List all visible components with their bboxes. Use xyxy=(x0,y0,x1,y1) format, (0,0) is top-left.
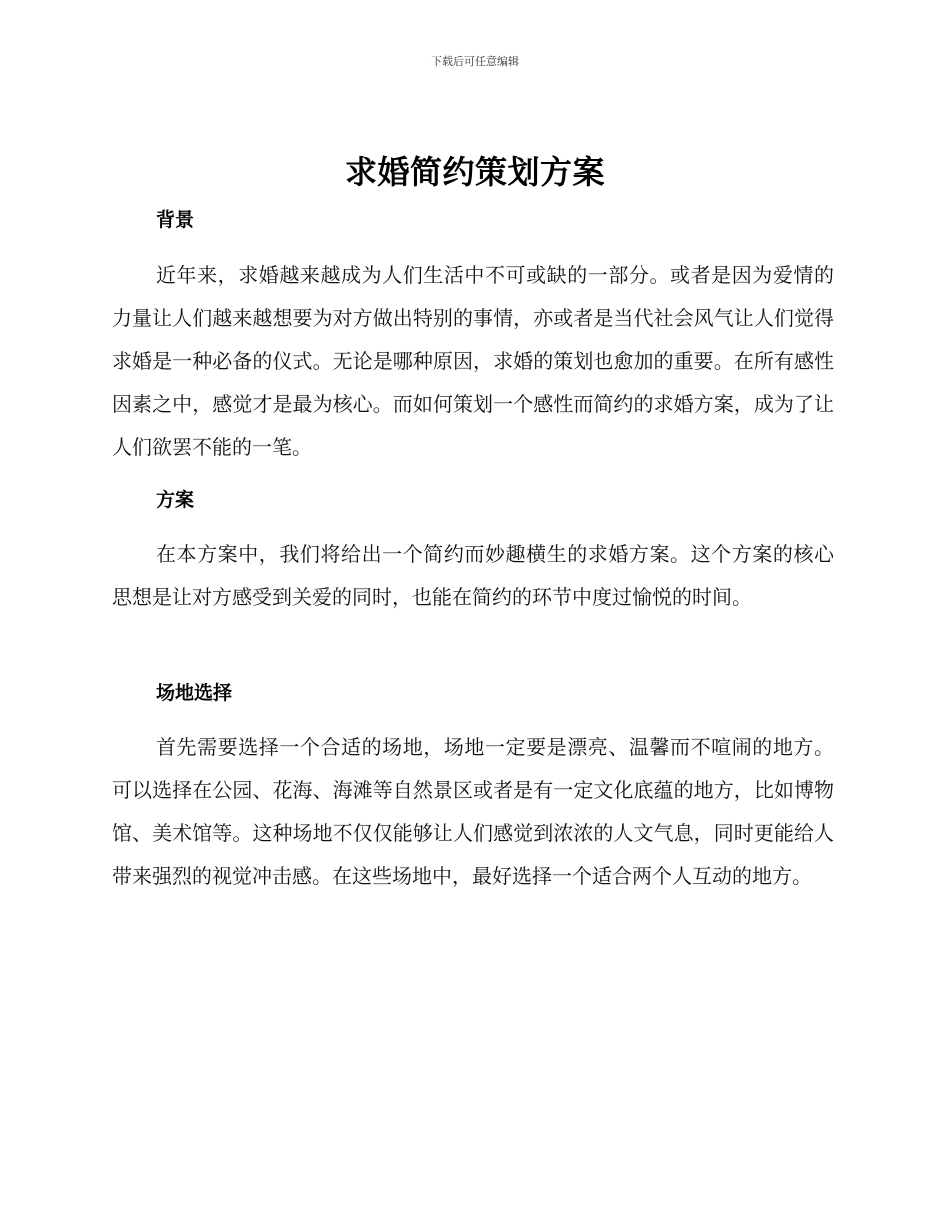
document-title: 求婚简约策划方案 xyxy=(344,153,605,191)
section-heading-background: 背景 xyxy=(156,209,195,231)
section-paragraph-venue: 首先需要选择一个合适的场地，场地一定要是漂亮、温馨而不喧闹的地方。可以选择在公园、花海、海滩等自然景区或者是有一定文化底蕴的地方，比如博物馆、美术馆等。这种场地不仅仅能够让人们感觉到浓浓的人文气息，同时更能给人带来强烈的视觉冲击感。在这些场地中，最好选择一个适合两个人互动的地方。 xyxy=(112,735,834,888)
section-heading-plan: 方案 xyxy=(156,489,195,511)
header-note: 下载后可任意编辑 xyxy=(431,55,519,68)
section-paragraph-background: 近年来，求婚越来越成为人们生活中不可或缺的一部分。或者是因为爱情的力量让人们越来越想要为对方做出特别的事情，亦或者是当代社会风气让人们觉得求婚是一种必备的仪式。无论是哪种原因，求婚的策划也愈加的重要。在所有感性因素之中，感觉才是最为核心。而如何策划一个感性而简约的求婚方案，成为了让人们欲罢不能的一笔。 xyxy=(112,263,834,459)
section-paragraph-plan: 在本方案中，我们将给出一个简约而妙趣横生的求婚方案。这个方案的核心思想是让对方感受到关爱的同时，也能在简约的环节中度过愉悦的时间。 xyxy=(112,542,834,609)
section-heading-venue: 场地选择 xyxy=(156,682,233,704)
